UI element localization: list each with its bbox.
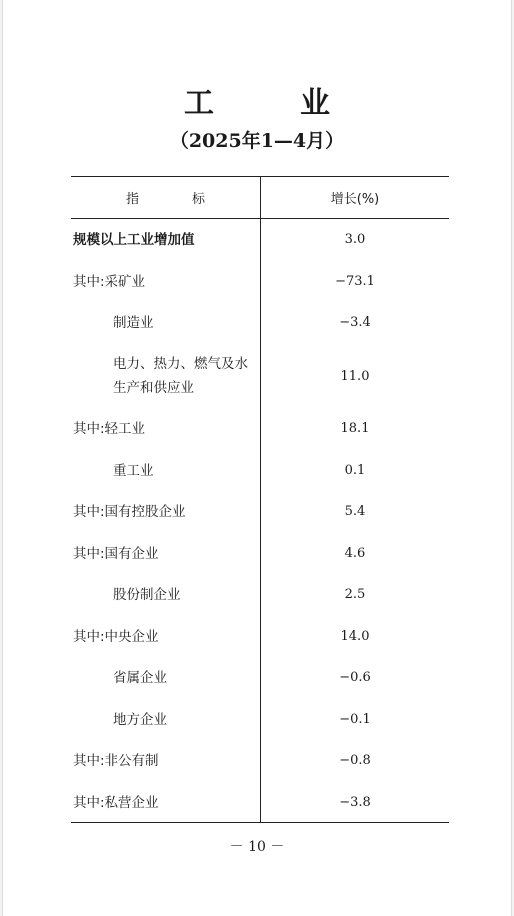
row-value: 0.1 <box>344 463 366 478</box>
row-value: −3.4 <box>339 315 371 330</box>
row-value: 2.5 <box>344 587 366 602</box>
row-value: 3.0 <box>344 232 366 247</box>
row-value: −3.8 <box>339 795 371 810</box>
row-label: 股份制企业 <box>113 587 181 603</box>
table-bottom-rule <box>71 822 449 823</box>
row-label: 其中:国有控股企业 <box>73 504 186 520</box>
row-value: 5.4 <box>344 504 366 519</box>
row-label: 其中:采矿业 <box>73 274 146 290</box>
row-value: −0.8 <box>339 753 371 768</box>
header-indicator: 指 标 <box>125 192 225 207</box>
row-value: −0.6 <box>339 670 371 685</box>
row-label: 其中:轻工业 <box>73 421 146 437</box>
row-value: −0.1 <box>339 712 371 727</box>
document-page <box>2 0 512 916</box>
row-label: 其中:非公有制 <box>73 753 159 769</box>
row-value: 18.1 <box>340 421 370 436</box>
row-label: 其中:中央企业 <box>73 629 159 645</box>
page-title: 工 业 <box>184 86 358 121</box>
row-label: 其中:私营企业 <box>73 795 159 811</box>
page-number: － 10 － <box>229 839 285 855</box>
row-value: 11.0 <box>340 369 370 384</box>
header-growth: 增长(%) <box>330 192 380 207</box>
row-label: 省属企业 <box>113 670 167 686</box>
row-label: 其中:国有企业 <box>73 546 159 562</box>
row-value: −73.1 <box>335 274 375 289</box>
row-label: 重工业 <box>113 463 154 479</box>
row-value: 14.0 <box>340 629 370 644</box>
row-label: 制造业 <box>113 315 154 331</box>
row-value: 4.6 <box>344 546 366 561</box>
page-subtitle: （2025年1—4月） <box>169 130 345 152</box>
row-label: 规模以上工业增加值 <box>73 232 195 248</box>
row-label: 电力、热力、燃气及水 生产和供应业 <box>113 356 248 396</box>
row-label: 地方企业 <box>113 712 167 728</box>
